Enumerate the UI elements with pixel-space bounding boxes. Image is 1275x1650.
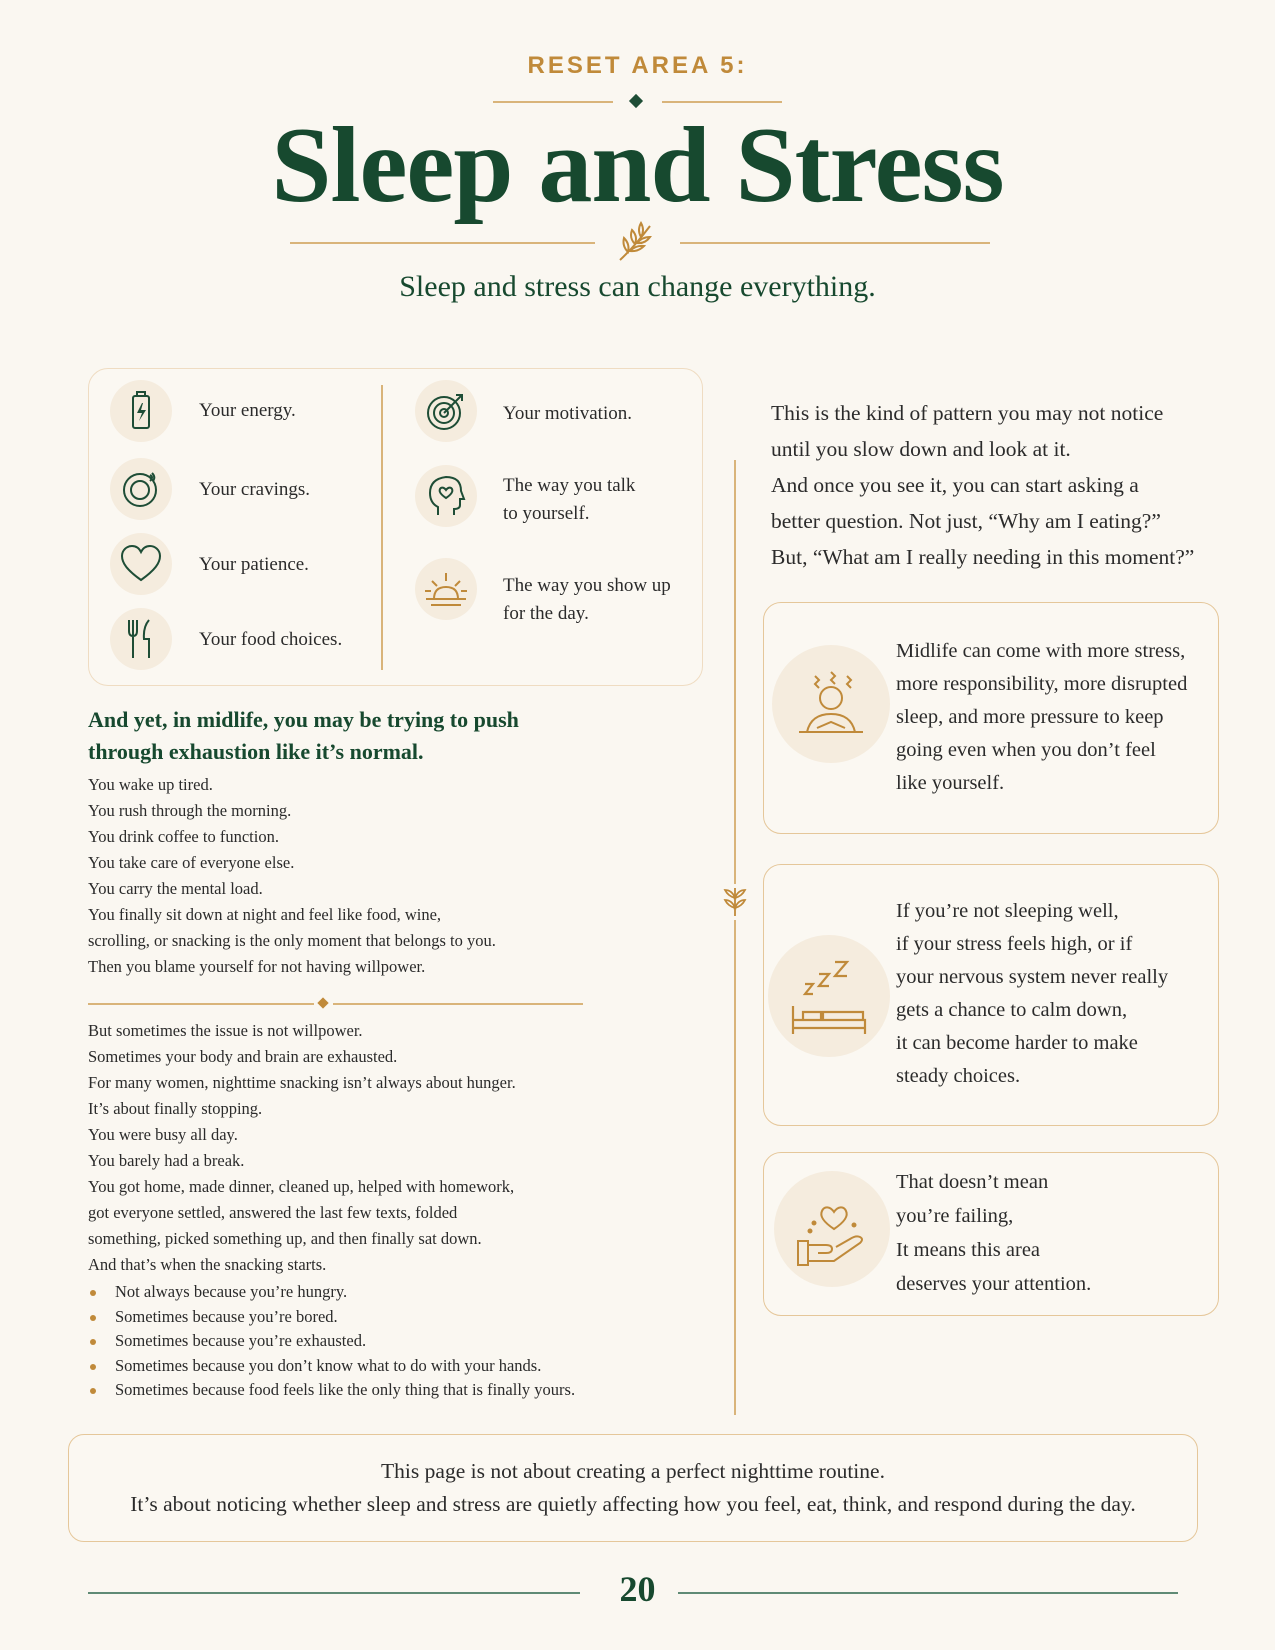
card-line: It means this area [896, 1239, 1041, 1261]
kicker-rule-right [662, 101, 782, 103]
kicker-rule-left [493, 101, 613, 103]
summary-note [68, 1434, 1198, 1542]
para2-line: something, picked something up, and then finally sat down. [88, 1229, 482, 1248]
impact-label-motivation: Your motivation. [503, 403, 632, 424]
attention-card [763, 1152, 1219, 1316]
leaf-sprig-icon [610, 218, 660, 268]
divider-sprig-icon [720, 884, 750, 920]
list-item: Sometimes because you don’t know what to do with your hands. [88, 1354, 668, 1379]
intro-line: And once you see it, you can start asking a [771, 473, 1139, 497]
section-rule-right [333, 1003, 583, 1005]
note-line-2: It’s about noticing whether sleep and stress are quietly affecting how you feel, eat, think, and respond during the day. [130, 1492, 1136, 1516]
impact-label-show-up-2: for the day. [503, 603, 589, 624]
heart-icon [110, 533, 172, 595]
card-line: That doesn’t mean [896, 1171, 1049, 1193]
sunrise-icon [415, 558, 477, 620]
impact-label-self-talk-2: to yourself. [503, 503, 590, 524]
card-line: steady choices. [896, 1065, 1021, 1087]
lead-heading [88, 704, 608, 768]
para1-line: You rush through the morning. [88, 801, 292, 820]
pattern-paragraph [771, 395, 1201, 575]
list-item: Sometimes because food feels like the only thing that is finally yours. [88, 1378, 668, 1403]
impact-label-food-choices: Your food choices. [199, 629, 343, 650]
impact-label-show-up-1: The way you show up [503, 575, 671, 596]
card-line: like yourself. [896, 772, 1005, 794]
impact-label-energy: Your energy. [199, 400, 296, 421]
card-line: it can become harder to make [896, 1032, 1138, 1054]
stressed-person-icon [772, 645, 890, 763]
card-line: more responsibility, more disrupted [896, 673, 1188, 695]
list-item: Sometimes because you’re exhausted. [88, 1329, 668, 1354]
heart-in-hand-icon [774, 1171, 890, 1287]
fork-knife-icon [110, 608, 172, 670]
para1-line: You finally sit down at night and feel like food, wine, [88, 905, 442, 924]
para1-line: scrolling, or snacking is the only moment that belongs to you. [88, 931, 496, 950]
paragraph-willpower [88, 1018, 648, 1278]
title-rule-left [290, 242, 595, 244]
card-line: gets a chance to calm down, [896, 999, 1128, 1021]
para2-line: You were busy all day. [88, 1125, 238, 1144]
card-line: going even when you don’t feel [896, 739, 1156, 761]
page-title: Sleep and Stress [271, 106, 1004, 225]
section-kicker: RESET AREA 5: [527, 52, 748, 79]
paragraph-exhaustion [88, 772, 648, 980]
para2-line: You barely had a break. [88, 1151, 245, 1170]
card-line: your nervous system never really [896, 966, 1169, 988]
card-text [896, 635, 1187, 800]
para2-line: For many women, nighttime snacking isn’t always about hunger. [88, 1073, 516, 1092]
para2-line: You got home, made dinner, cleaned up, helped with homework, [88, 1177, 515, 1196]
list-item: Sometimes because you’re bored. [88, 1305, 668, 1330]
title-rule-right [680, 242, 990, 244]
para2-line: And that’s when the snacking starts. [88, 1255, 327, 1274]
footer-rule-right [678, 1592, 1178, 1594]
sleep-quality-card [763, 864, 1219, 1126]
page-subtitle: Sleep and stress can change everything. [399, 270, 876, 303]
para2-line: got everyone settled, answered the last few texts, folded [88, 1203, 458, 1222]
impact-label-patience: Your patience. [199, 554, 309, 575]
target-icon [415, 380, 477, 442]
impact-label-self-talk-1: The way you talk [503, 475, 636, 496]
para2-line: Sometimes your body and brain are exhausted. [88, 1047, 398, 1066]
midlife-stress-card [763, 602, 1219, 834]
para1-line: You wake up tired. [88, 775, 213, 794]
section-diamond [317, 997, 328, 1008]
para1-line: Then you blame yourself for not having willpower. [88, 957, 426, 976]
para2-line: It’s about finally stopping. [88, 1099, 263, 1118]
list-item: Not always because you’re hungry. [88, 1280, 668, 1305]
card-line: deserves your attention. [896, 1273, 1092, 1295]
impact-label-cravings: Your cravings. [199, 479, 311, 500]
card-line: sleep, and more pressure to keep [896, 706, 1164, 728]
para1-line: You drink coffee to function. [88, 827, 279, 846]
card-line: if your stress feels high, or if [896, 933, 1133, 955]
page-number: 20 [619, 1569, 656, 1609]
reasons-list [88, 1280, 668, 1403]
plate-icon [110, 458, 172, 520]
intro-line: until you slow down and look at it. [771, 437, 1071, 461]
para1-line: You take care of everyone else. [88, 853, 295, 872]
panel-divider [381, 385, 383, 670]
section-rule-left [88, 1003, 314, 1005]
card-line: Midlife can come with more stress, [896, 640, 1186, 662]
sleeping-bed-icon [768, 935, 890, 1057]
battery-icon [110, 380, 172, 442]
column-divider [734, 460, 736, 1415]
intro-line: This is the kind of pattern you may not notice [771, 401, 1164, 425]
intro-line: But, “What am I really needing in this moment?” [771, 545, 1195, 569]
head-heart-icon [415, 465, 477, 527]
card-text [896, 895, 1168, 1093]
para2-line: But sometimes the issue is not willpower. [88, 1021, 363, 1040]
lead-line-1: And yet, in midlife, you may be trying to push [88, 707, 519, 732]
note-line-1: This page is not about creating a perfect nighttime routine. [381, 1459, 885, 1483]
intro-line: better question. Not just, “Why am I eating?” [771, 509, 1161, 533]
para1-line: You carry the mental load. [88, 879, 263, 898]
card-line: If you’re not sleeping well, [896, 900, 1119, 922]
card-text [896, 1165, 1091, 1301]
card-line: you’re failing, [896, 1205, 1014, 1227]
lead-line-2: through exhaustion like it’s normal. [88, 739, 424, 764]
